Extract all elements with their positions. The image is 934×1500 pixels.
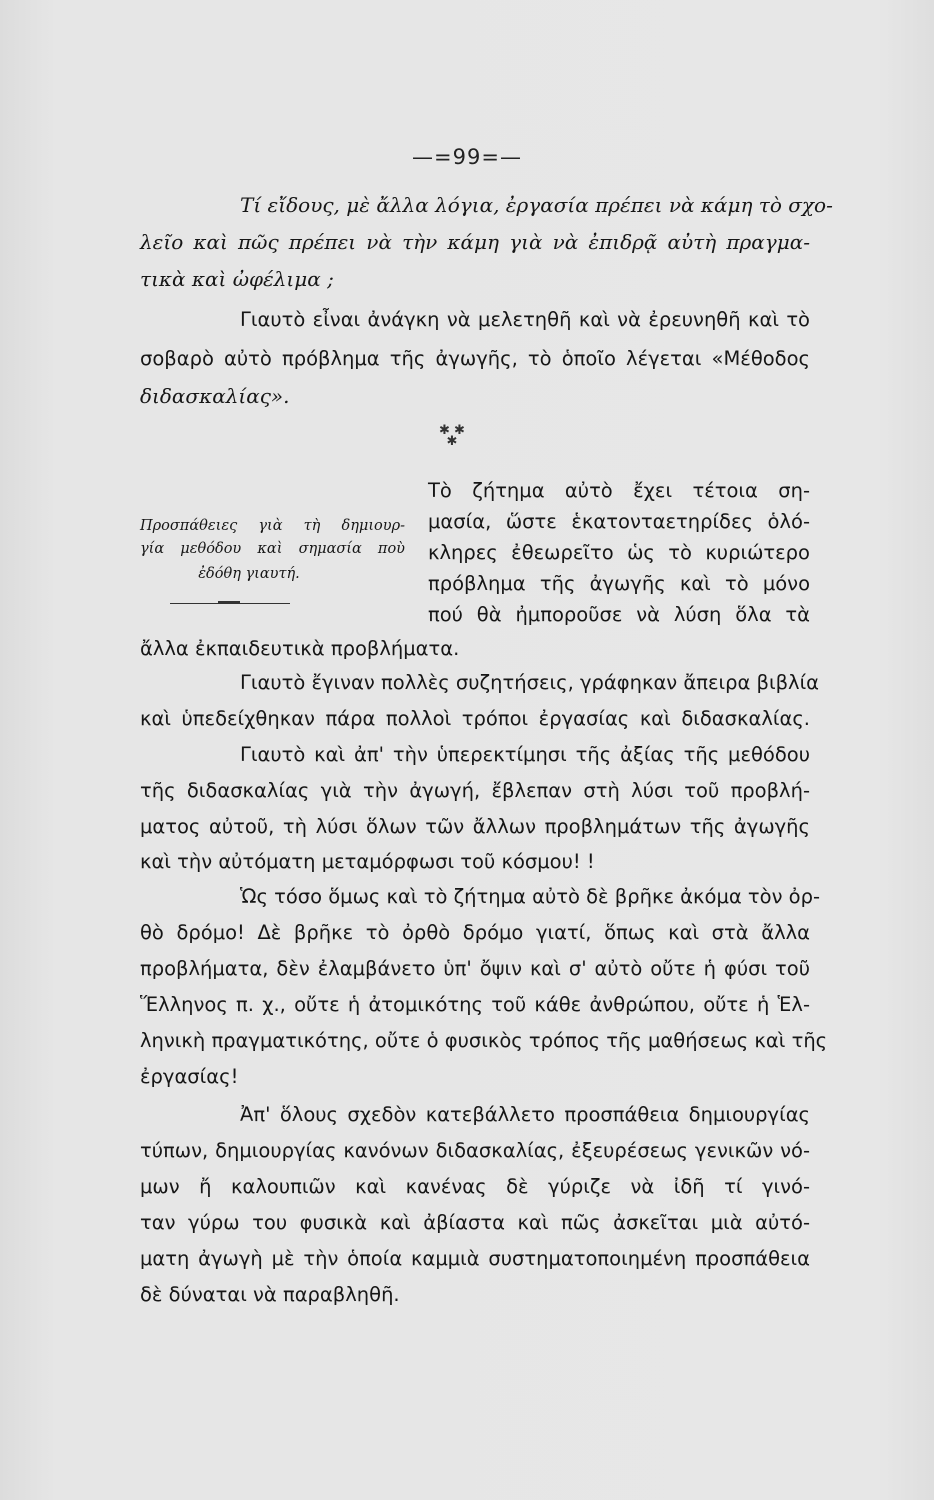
text-line: καὶ τὴν αὐτόματη μεταμόρφωσι τοῦ κόσμου! ! xyxy=(140,850,595,873)
text-line: μασία, ὥστε ἑκατονταετηρίδες ὁλό- xyxy=(428,510,810,533)
text-line: ματη ἀγωγὴ μὲ τὴν ὁποία καμμιὰ συστηματοποιημένη προσπάθεια xyxy=(140,1247,810,1270)
text-line: ματος αὐτοῦ, τὴ λύσι ὅλων τῶν ἄλλων προβλημάτων τῆς ἀγωγῆς xyxy=(140,815,810,838)
text-line: τύπων, δημιουργίας κανόνων διδασκαλίας, ἐξευρέσεως γενικῶν νό- xyxy=(140,1139,810,1162)
text-line: καὶ ὑπεδείχθηκαν πάρα πολλοὶ τρόποι ἐργασίας καὶ διδασκαλίας. xyxy=(140,707,810,730)
text-line: Τί εἴδους, μὲ ἄλλα λόγια, ἐργασία πρέπει νὰ κάμη τὸ σχο- xyxy=(240,193,833,217)
text-line: Γιαυτὸ ἔγιναν πολλὲς συζητήσεις, γράφηκαν ἄπειρα βιβλία xyxy=(240,671,820,694)
section-ornament: ✱ ✱ ✱ xyxy=(439,423,465,449)
text-line: ἐργασίας! xyxy=(140,1065,239,1088)
text-line: τῆς διδασκαλίας γιὰ τὴν ἀγωγή, ἔβλεπαν στὴ λύσι τοῦ προβλή- xyxy=(140,779,810,802)
text-line: Ἀπ' ὅλους σχεδὸν κατεβάλλετο προσπάθεια δημιουργίας xyxy=(240,1103,810,1126)
text-line: διδασκαλίας». xyxy=(140,384,290,408)
text-line: Τὸ ζήτημα αὐτὸ ἔχει τέτοια ση- xyxy=(428,479,810,502)
text-line: ἄλλα ἐκπαιδευτικὰ προβλήματα. xyxy=(140,637,460,660)
text-line: θὸ δρόμο! Δὲ βρῆκε τὸ ὀρθὸ δρόμο γιατί, ὅπως καὶ στὰ ἄλλα xyxy=(140,921,810,944)
text-line: ταν γύρω του φυσικὰ καὶ ἀβίαστα καὶ πῶς ἀσκεῖται μιὰ αὐτό- xyxy=(140,1211,810,1234)
sidenote-line: ἐδόθη γιαυτή. xyxy=(198,566,300,582)
text-line: Ὡς τόσο ὅμως καὶ τὸ ζήτημα αὐτὸ δὲ βρῆκε ἀκόμα τὸν ὀρ- xyxy=(240,885,821,908)
text-line: προβλήματα, δὲν ἐλαμβάνετο ὑπ' ὄψιν καὶ σ' αὐτὸ οὔτε ἡ φύσι τοῦ xyxy=(140,957,810,980)
sidenote-line: γία μεθόδου καὶ σημασία ποὺ xyxy=(140,541,405,557)
text-line: Ἕλληνος π. χ., οὔτε ἡ ἀτομικότης τοῦ κάθε ἀνθρώπου, οὔτε ἡ Ἑλ- xyxy=(140,993,810,1016)
text-line: τικὰ καὶ ὠφέλιμα ; xyxy=(140,267,334,291)
text-line: πρόβλημα τῆς ἀγωγῆς καὶ τὸ μόνο xyxy=(428,572,810,595)
text-line: Γιαυτὸ καὶ ἀπ' τὴν ὑπερεκτίμησι τῆς ἀξίας τῆς μεθόδου xyxy=(240,743,810,766)
sidenote-rule xyxy=(170,603,290,604)
text-line: Γιαυτὸ εἶναι ἀνάγκη νὰ μελετηθῆ καὶ νὰ ἐρευνηθῆ καὶ τὸ xyxy=(240,308,810,331)
text-line: ληνικὴ πραγματικότης, οὔτε ὁ φυσικὸς τρόπος τῆς μαθήσεως καὶ τῆς xyxy=(140,1029,828,1052)
text-line: λεῖο καὶ πῶς πρέπει νὰ τὴν κάμη γιὰ νὰ ἐπιδρᾷ αὐτὴ πραγμα- xyxy=(140,230,810,254)
sidenote-line: Προσπάθειες γιὰ τὴ δημιουρ- xyxy=(140,518,405,534)
text-line: πού θὰ ἠμποροῦσε νὰ λύση ὅλα τὰ xyxy=(428,603,810,626)
page-number: —=99=— xyxy=(412,145,522,169)
text-line: κληρες ἐθεωρεῖτο ὡς τὸ κυριώτερο xyxy=(428,541,810,564)
text-line: δὲ δύναται νὰ παραβληθῆ. xyxy=(140,1283,400,1306)
text-line: μων ἤ καλουπιῶν καὶ κανένας δὲ γύριζε νὰ ἰδῆ τί γινό- xyxy=(140,1175,810,1198)
text-line: σοβαρὸ αὐτὸ πρόβλημα τῆς ἀγωγῆς, τὸ ὁποῖο λέγεται «Μέθοδος xyxy=(140,347,810,370)
